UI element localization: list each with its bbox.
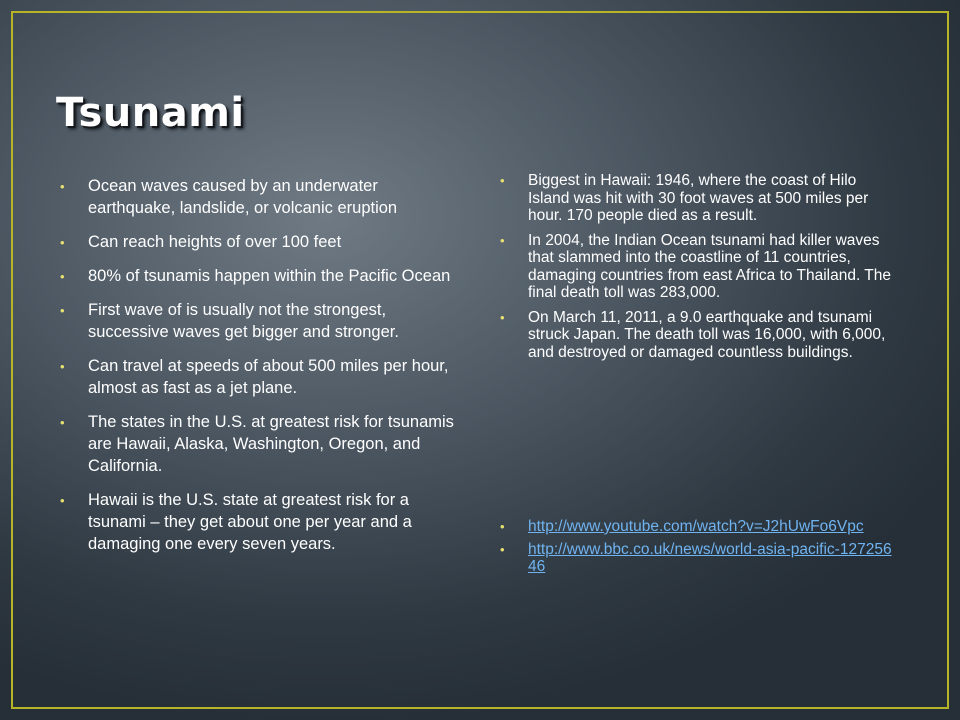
- bullet-icon: •: [60, 359, 65, 374]
- left-bullet-list: [60, 175, 460, 567]
- bullet-item: [60, 265, 460, 287]
- bullet-item: [500, 309, 900, 362]
- bbc-news-link[interactable]: http://www.bbc.co.uk/news/world-asia-pacific-12725646: [528, 541, 892, 575]
- right-bullet-list: [500, 172, 900, 368]
- bullet-icon: •: [60, 235, 65, 250]
- bullet-icon: •: [500, 309, 505, 325]
- bullet-icon: •: [60, 179, 65, 194]
- link-list: [500, 518, 900, 581]
- bullet-text: On March 11, 2011, a 9.0 earthquake and tsunami struck Japan. The death toll was 16,000, with 6,000, and destroyed or damaged countless buildings.: [528, 308, 886, 361]
- link-item: [500, 541, 900, 575]
- slide-title: Tsunami: [56, 90, 245, 136]
- bullet-text: Hawaii is the U.S. state at greatest risk for a tsunami – they get about one per year and a damaging one every seven years.: [88, 491, 412, 553]
- bullet-text: Biggest in Hawaii: 1946, where the coast of Hilo Island was hit with 30 foot waves at 500 miles per hour. 170 people died as a result.: [528, 172, 869, 224]
- bullet-icon: •: [500, 232, 505, 248]
- link-item: [500, 518, 900, 535]
- bullet-text: Can travel at speeds of about 500 miles per hour, almost as fast as a jet plane.: [88, 357, 449, 397]
- bullet-text: First wave of is usually not the strongest, successive waves get bigger and stronger.: [88, 301, 399, 341]
- bullet-icon: •: [500, 173, 505, 188]
- bullet-icon: •: [60, 269, 65, 284]
- bullet-item: [500, 172, 900, 225]
- bullet-icon: •: [500, 519, 505, 534]
- bullet-item: [60, 175, 460, 219]
- bullet-item: [60, 299, 460, 343]
- bullet-item: [60, 355, 460, 399]
- youtube-link[interactable]: http://www.youtube.com/watch?v=J2hUwFo6Vpc: [528, 518, 864, 535]
- bullet-text: In 2004, the Indian Ocean tsunami had killer waves that slammed into the coastline of 11 countries, damaging countries from east Africa to Thailand. The final death toll was 283,000.: [528, 231, 892, 301]
- bullet-item: [60, 489, 460, 555]
- bullet-text: 80% of tsunamis happen within the Pacific Ocean: [88, 267, 451, 285]
- bullet-text: Can reach heights of over 100 feet: [88, 233, 342, 251]
- bullet-icon: •: [500, 542, 505, 557]
- bullet-item: [60, 231, 460, 253]
- bullet-item: [500, 232, 900, 302]
- bullet-icon: •: [60, 303, 65, 318]
- bullet-text: Ocean waves caused by an underwater earthquake, landslide, or volcanic eruption: [88, 177, 398, 217]
- bullet-icon: •: [60, 493, 65, 508]
- bullet-text: The states in the U.S. at greatest risk for tsunamis are Hawaii, Alaska, Washington, Oregon, and California.: [88, 413, 454, 475]
- bullet-item: [60, 411, 460, 477]
- bullet-icon: •: [60, 415, 65, 430]
